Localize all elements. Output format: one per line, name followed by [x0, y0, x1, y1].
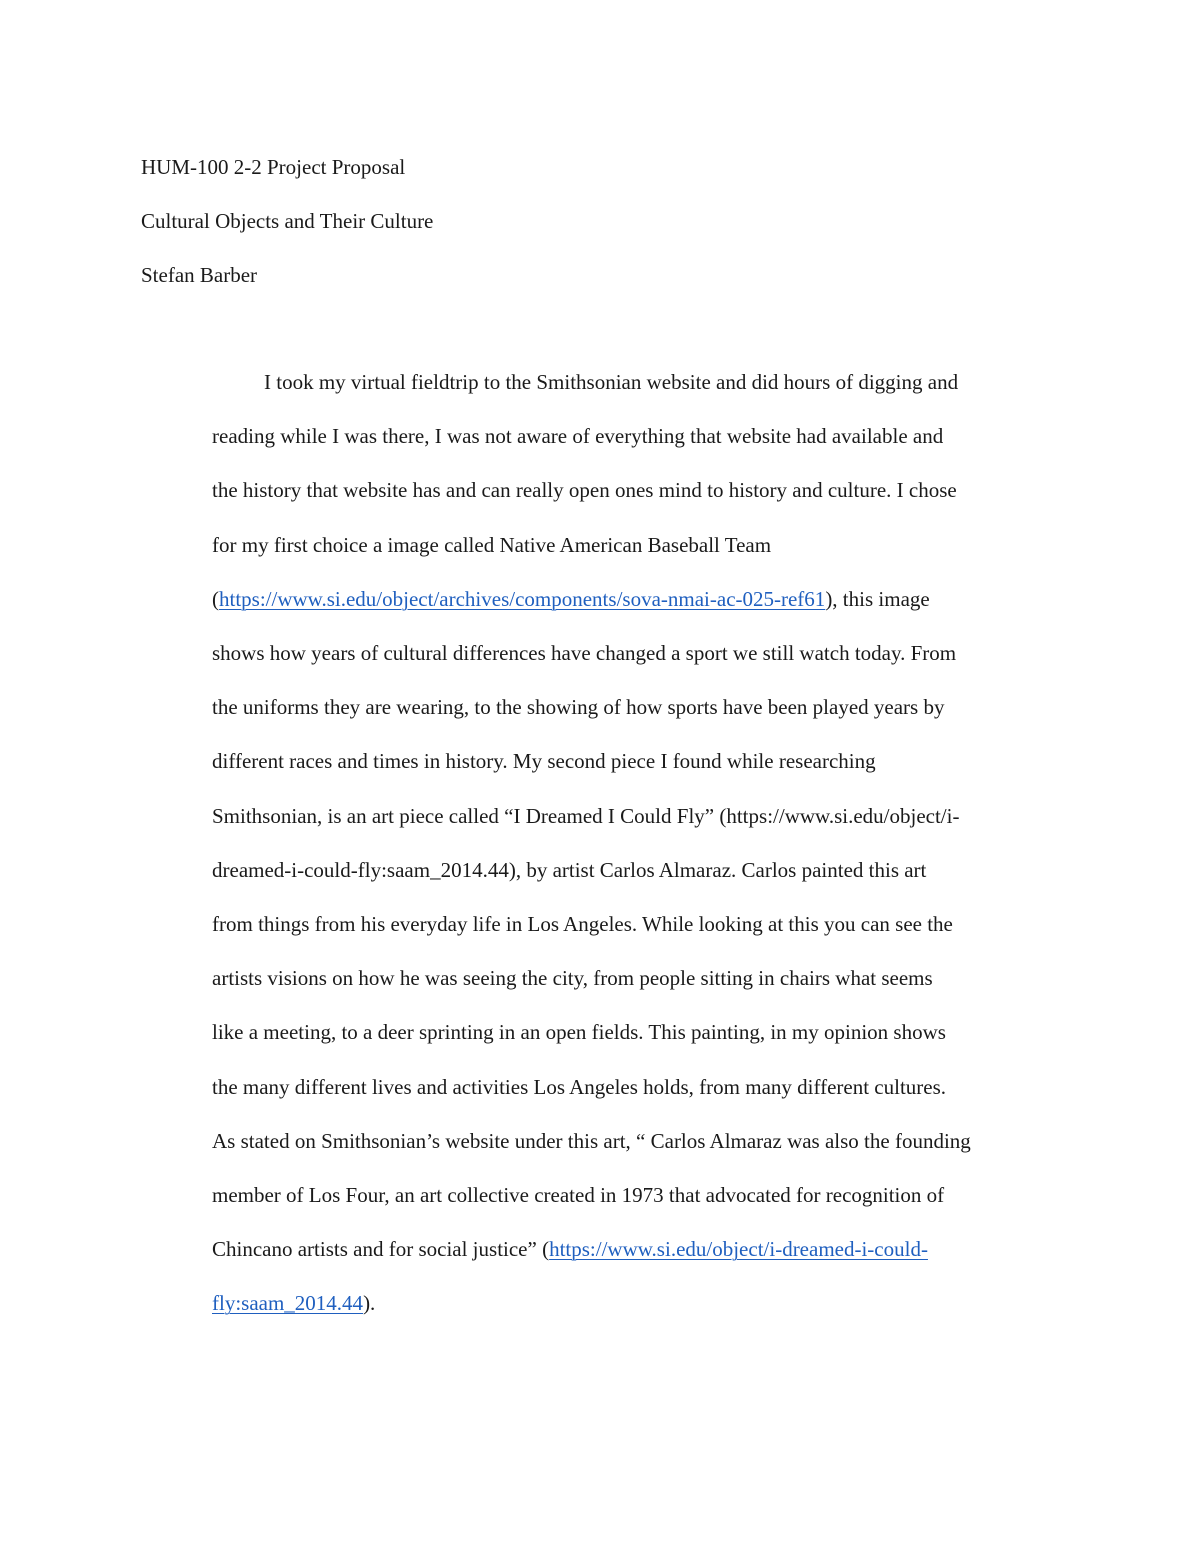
- paragraph-line: dreamed-i-could-fly:saam_2014.44), by artist Carlos Almaraz. Carlos painted this art: [212, 857, 927, 882]
- paragraph-line: I took my virtual fieldtrip to the Smithsonian website and did hours of digging and: [264, 370, 959, 394]
- line-text: Chincano artists and for social justice” (: [212, 1237, 550, 1262]
- paragraph-line: different races and times in history. My second piece I found while researching: [212, 749, 876, 774]
- document-header: [141, 140, 433, 302]
- paragraph-line: the uniforms they are wearing, to the showing of how sports have been played years by: [212, 695, 945, 720]
- body-paragraph: [212, 355, 1062, 1331]
- i-dreamed-link-part1[interactable]: https://www.si.edu/object/i-dreamed-i-could-: [549, 1237, 928, 1262]
- course-title: HUM-100 2-2 Project Proposal: [141, 155, 406, 179]
- paragraph-line: the many different lives and activities Los Angeles holds, from many different cultures.: [212, 1074, 947, 1099]
- paren-open: (: [212, 586, 219, 611]
- paragraph-line: [212, 1222, 1062, 1276]
- document-title: Cultural Objects and Their Culture: [141, 209, 434, 233]
- line-rest: ).: [363, 1291, 376, 1316]
- baseball-team-link[interactable]: https://www.si.edu/object/archives/components/sova-nmai-ac-025-ref61: [219, 586, 826, 611]
- paragraph-line: for my first choice a image called Native American Baseball Team: [212, 532, 772, 557]
- author-name: Stefan Barber: [141, 263, 258, 287]
- paragraph-line: [212, 572, 1062, 626]
- paragraph-line: the history that website has and can really open ones mind to history and culture. I chose: [212, 478, 957, 503]
- paragraph-line: Smithsonian, is an art piece called “I Dreamed I Could Fly” (https://www.si.edu/object/i-: [212, 803, 960, 828]
- line-rest: ), this image: [825, 586, 930, 611]
- paragraph-line: from things from his everyday life in Los Angeles. While looking at this you can see the: [212, 912, 953, 937]
- paragraph-line: [212, 1276, 1062, 1330]
- paragraph-line: shows how years of cultural differences have changed a sport we still watch today. From: [212, 641, 957, 666]
- i-dreamed-link-part2[interactable]: fly:saam_2014.44: [212, 1291, 364, 1316]
- paragraph-line: As stated on Smithsonian’s website under this art, “ Carlos Almaraz was also the founding: [212, 1128, 971, 1153]
- paragraph-line: member of Los Four, an art collective created in 1973 that advocated for recognition of: [212, 1183, 945, 1208]
- paragraph-line: like a meeting, to a deer sprinting in an open fields. This painting, in my opinion shows: [212, 1020, 946, 1045]
- paragraph-line: artists visions on how he was seeing the city, from people sitting in chairs what seems: [212, 966, 933, 991]
- paragraph-line: reading while I was there, I was not aware of everything that website had available and: [212, 424, 944, 449]
